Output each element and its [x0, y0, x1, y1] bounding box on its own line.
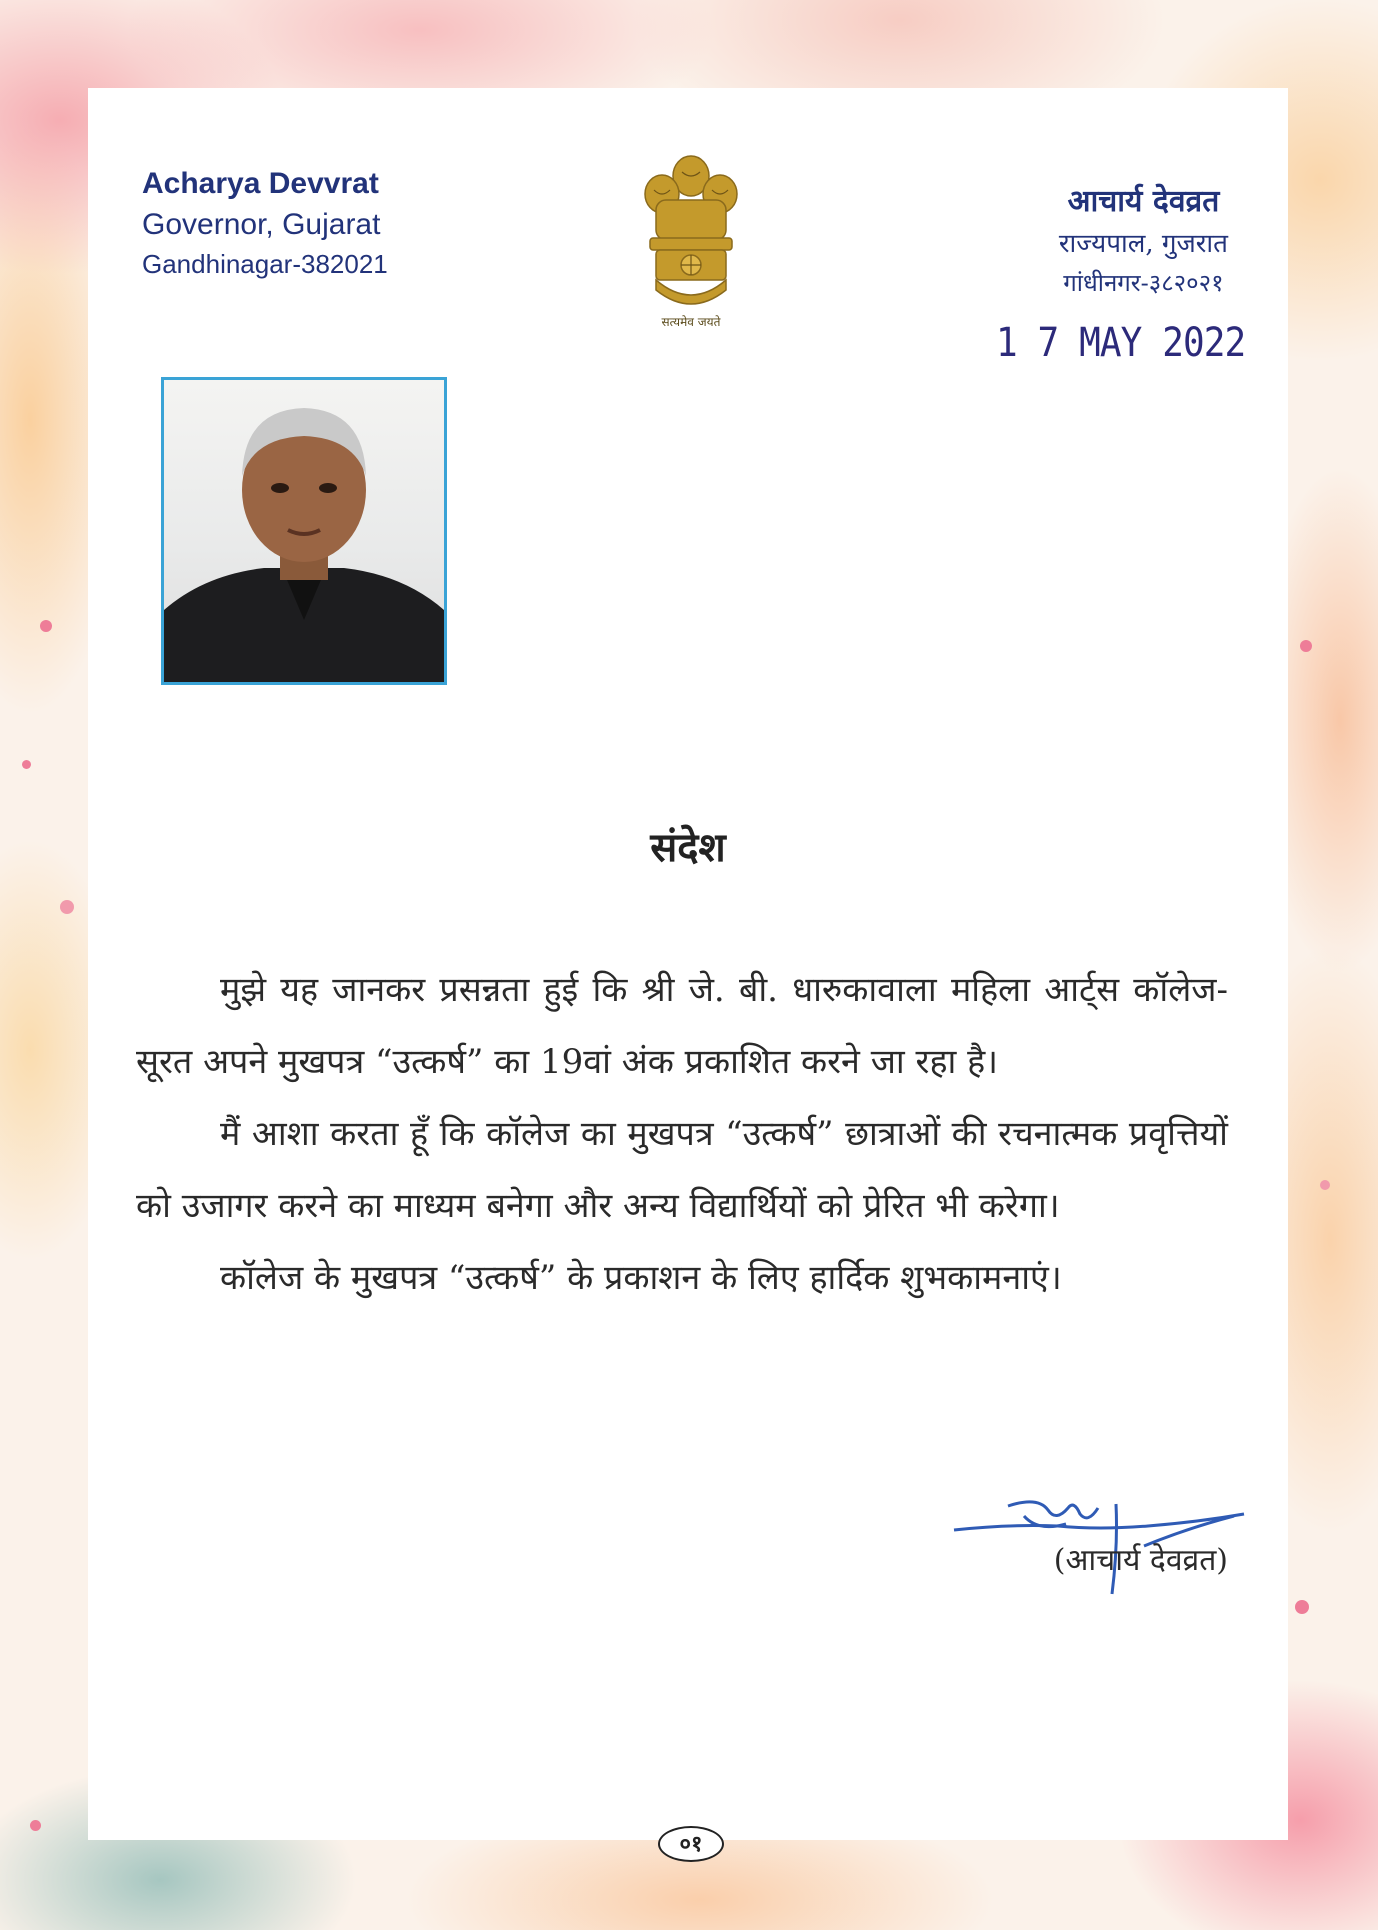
sender-name-english: Acharya Devvrat — [142, 167, 379, 200]
sender-address-english: Gandhinagar-382021 — [142, 249, 388, 279]
message-paragraph: मैं आशा करता हूँ कि कॉलेज का मुखपत्र “उत्कर्ष” छात्राओं की रचनात्मक प्रवृत्तियों को उजागर करने का माध्यम बनेगा और अन्य विद्यार्थियों को प्रेरित भी करेगा। — [136, 1114, 1228, 1226]
signatory-name: (आचार्य देवव्रत) — [1053, 1543, 1228, 1578]
letterhead-english — [142, 164, 388, 282]
message-paragraph: कॉलेज के मुखपत्र “उत्कर्ष” के प्रकाशन के लिए हार्दिक शुभकामनाएं। — [220, 1258, 1062, 1298]
decor-splash — [1320, 1180, 1330, 1190]
sender-title-hindi: राज्यपाल, गुजरात — [1058, 229, 1228, 259]
sender-name-hindi: आचार्य देवव्रत — [1067, 184, 1220, 219]
governor-photo — [161, 377, 447, 685]
letterhead-hindi — [1059, 180, 1228, 302]
emblem-motto: सत्यमेव जयते — [661, 315, 721, 329]
lion-capital — [645, 156, 737, 304]
decor-splash — [30, 1820, 41, 1831]
sender-title-english: Governor, Gujarat — [142, 208, 381, 241]
sender-address-hindi: गांधीनगर-३८२०२१ — [1063, 269, 1224, 297]
date-stamp: 1 7 MAY 2022 — [996, 320, 1246, 366]
message-body — [136, 954, 1228, 1314]
decor-splash — [1300, 640, 1312, 652]
decor-splash — [60, 900, 74, 914]
national-emblem-icon — [636, 150, 746, 330]
portrait-image — [164, 380, 444, 682]
decor-splash — [40, 620, 52, 632]
decor-splash — [1295, 1600, 1309, 1614]
page-number: ०१ — [658, 1826, 724, 1862]
decor-splash — [22, 760, 31, 769]
message-paragraph: मुझे यह जानकर प्रसन्नता हुई कि श्री जे. बी. धारुकावाला महिला आर्ट्स कॉलेज-सूरत अपने मुखपत्र “उत्कर्ष” का 19वां अंक प्रकाशित करने जा रहा है। — [136, 970, 1228, 1082]
message-heading: संदेश — [650, 824, 726, 871]
letter-page — [88, 88, 1288, 1840]
